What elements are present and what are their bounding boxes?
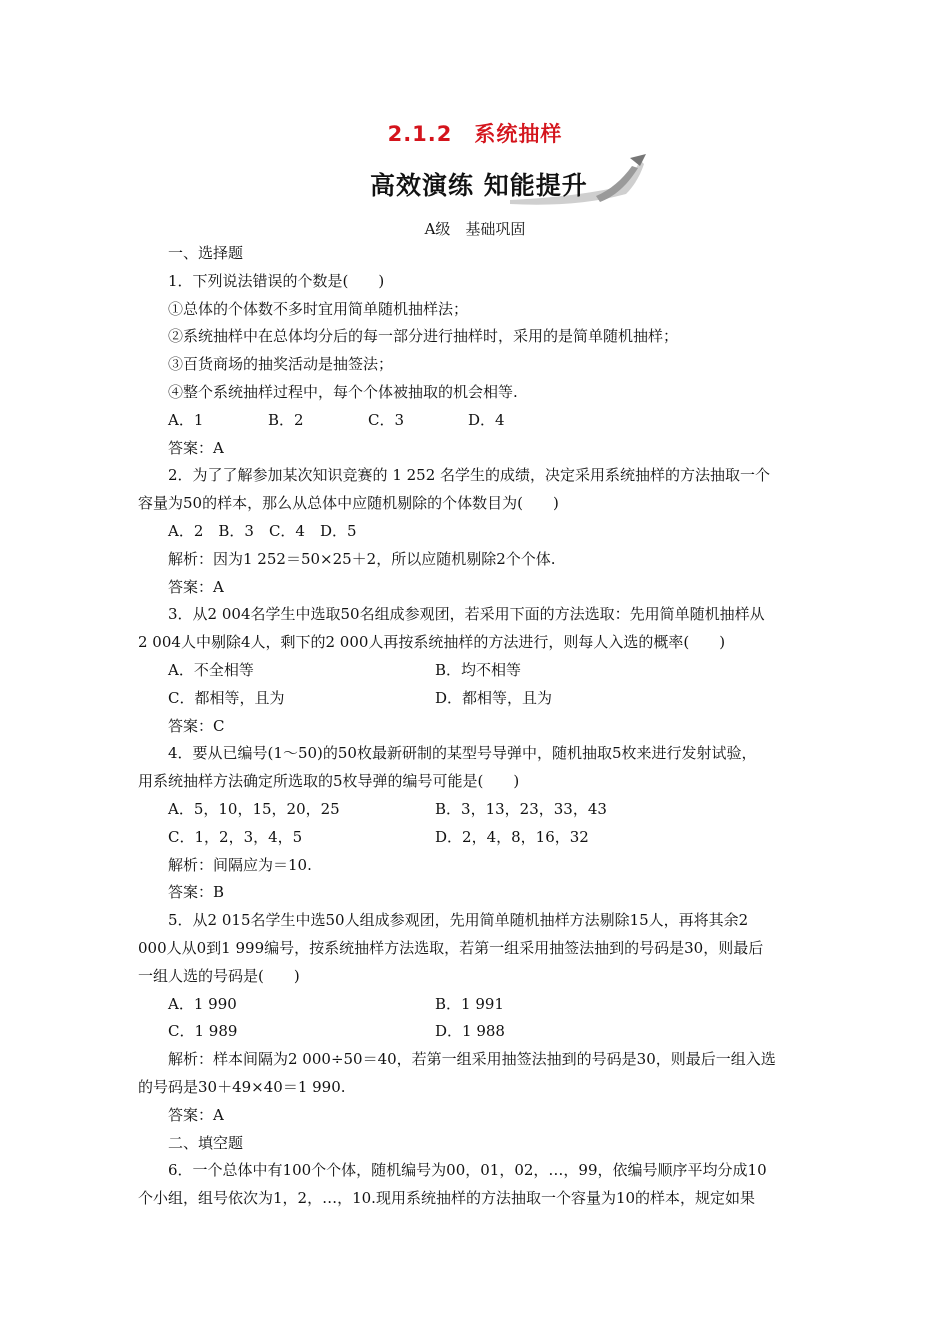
section-heading: 二、填空题: [168, 1133, 244, 1152]
option: A．1: [168, 410, 204, 429]
question-stem: 4．要从已编号(1～50)的50枚最新研制的某型号导弹中，随机抽取5枚来进行发射试验，: [168, 744, 757, 763]
option: D．1 988: [435, 1022, 505, 1041]
question-stem: 3．从2 004名学生中选取50名组成参观团，若采用下面的方法选取：先用简单随机抽样从: [168, 605, 765, 624]
banner-title: 高效演练 知能提升: [370, 171, 588, 200]
question-list: [138, 240, 838, 1213]
section-heading: 一、选择题: [168, 244, 244, 262]
question-stem: 1．下列说法错误的个数是( ): [168, 271, 385, 290]
option: C．1 989: [168, 1022, 238, 1041]
option: C．都相等，且为: [168, 688, 285, 707]
option: B．均不相等: [435, 660, 522, 679]
statement-item: ②系统抽样中在总体均分后的每一部分进行抽样时，采用的是简单随机抽样；: [168, 327, 679, 346]
answer-text: 答案：B: [168, 883, 225, 902]
question-stem: 容量为50的样本，那么从总体中应随机剔除的个体数目为( ): [138, 494, 559, 513]
answer-text: 答案：C: [168, 716, 225, 735]
question-stem: 000人从0到1 999编号，按系统抽样方法选取，若第一组采用抽签法抽到的号码是30，则最后: [138, 938, 764, 957]
question-stem: 6．一个总体中有100个个体，随机编号为00，01，02，…，99，依编号顺序平均分成10: [168, 1161, 767, 1180]
option: A．5，10，15，20，25: [168, 799, 340, 818]
option: B．2: [268, 410, 304, 429]
section-banner: [360, 152, 650, 212]
question-stem: 2 004人中剔除4人，剩下的2 000人再按系统抽样的方法进行，则每人入选的概率( ): [138, 633, 726, 652]
analysis-text: 的号码是30＋49×40＝1 990.: [138, 1077, 346, 1096]
answer-text: 答案：A: [168, 577, 224, 596]
option-row: [138, 796, 838, 824]
analysis-text: 解析：样本间隔为2 000÷50＝40，若第一组采用抽签法抽到的号码是30，则最后一组入选: [168, 1050, 776, 1069]
option-row: [138, 407, 838, 435]
option: D．2，4，8，16，32: [435, 827, 589, 846]
option-row: [138, 824, 838, 852]
analysis-text: 解析：间隔应为＝10.: [168, 855, 312, 874]
question-stem: 个小组，组号依次为1，2，…，10.现用系统抽样的方法抽取一个容量为10的样本，规定如果: [138, 1189, 756, 1208]
option: D．4: [468, 410, 505, 429]
option-row: A．2 B．3 C．4 D．5: [168, 521, 357, 540]
question-stem: 一组人选的号码是( ): [138, 966, 300, 985]
option-row: [138, 991, 838, 1019]
option: A．1 990: [168, 994, 237, 1013]
option: B．1 991: [435, 994, 504, 1013]
option-row: [138, 657, 838, 685]
page-title: 2.1.2 系统抽样: [387, 122, 563, 146]
question-stem: 5．从2 015名学生中选50人组成参观团，先用简单随机抽样方法剔除15人，再将其余2: [168, 911, 749, 930]
option: B．3，13，23，33，43: [435, 799, 607, 818]
option-row: [138, 1018, 838, 1046]
option-row: [138, 685, 838, 713]
option: C．1，2，3，4，5: [168, 827, 303, 846]
statement-item: ④整个系统抽样过程中，每个个体被抽取的机会相等.: [168, 382, 518, 401]
level-heading: A级 基础巩固: [424, 220, 526, 238]
answer-text: 答案：A: [168, 438, 224, 457]
question-stem: 2．为了了解参加某次知识竞赛的 1 252 名学生的成绩，决定采用系统抽样的方法抽取一个: [168, 466, 771, 485]
statement-item: ①总体的个体数不多时宜用简单随机抽样法；: [168, 299, 469, 318]
option: C．3: [368, 410, 405, 429]
analysis-text: 解析：因为1 252＝50×25＋2，所以应随机剔除2个个体.: [168, 549, 556, 568]
option: D．都相等，且为: [435, 688, 553, 707]
question-stem: 用系统抽样方法确定所选取的5枚导弹的编号可能是( ): [138, 772, 520, 791]
option: A．不全相等: [168, 660, 254, 679]
answer-text: 答案：A: [168, 1105, 224, 1124]
statement-item: ③百货商场的抽奖活动是抽签法；: [168, 355, 394, 374]
